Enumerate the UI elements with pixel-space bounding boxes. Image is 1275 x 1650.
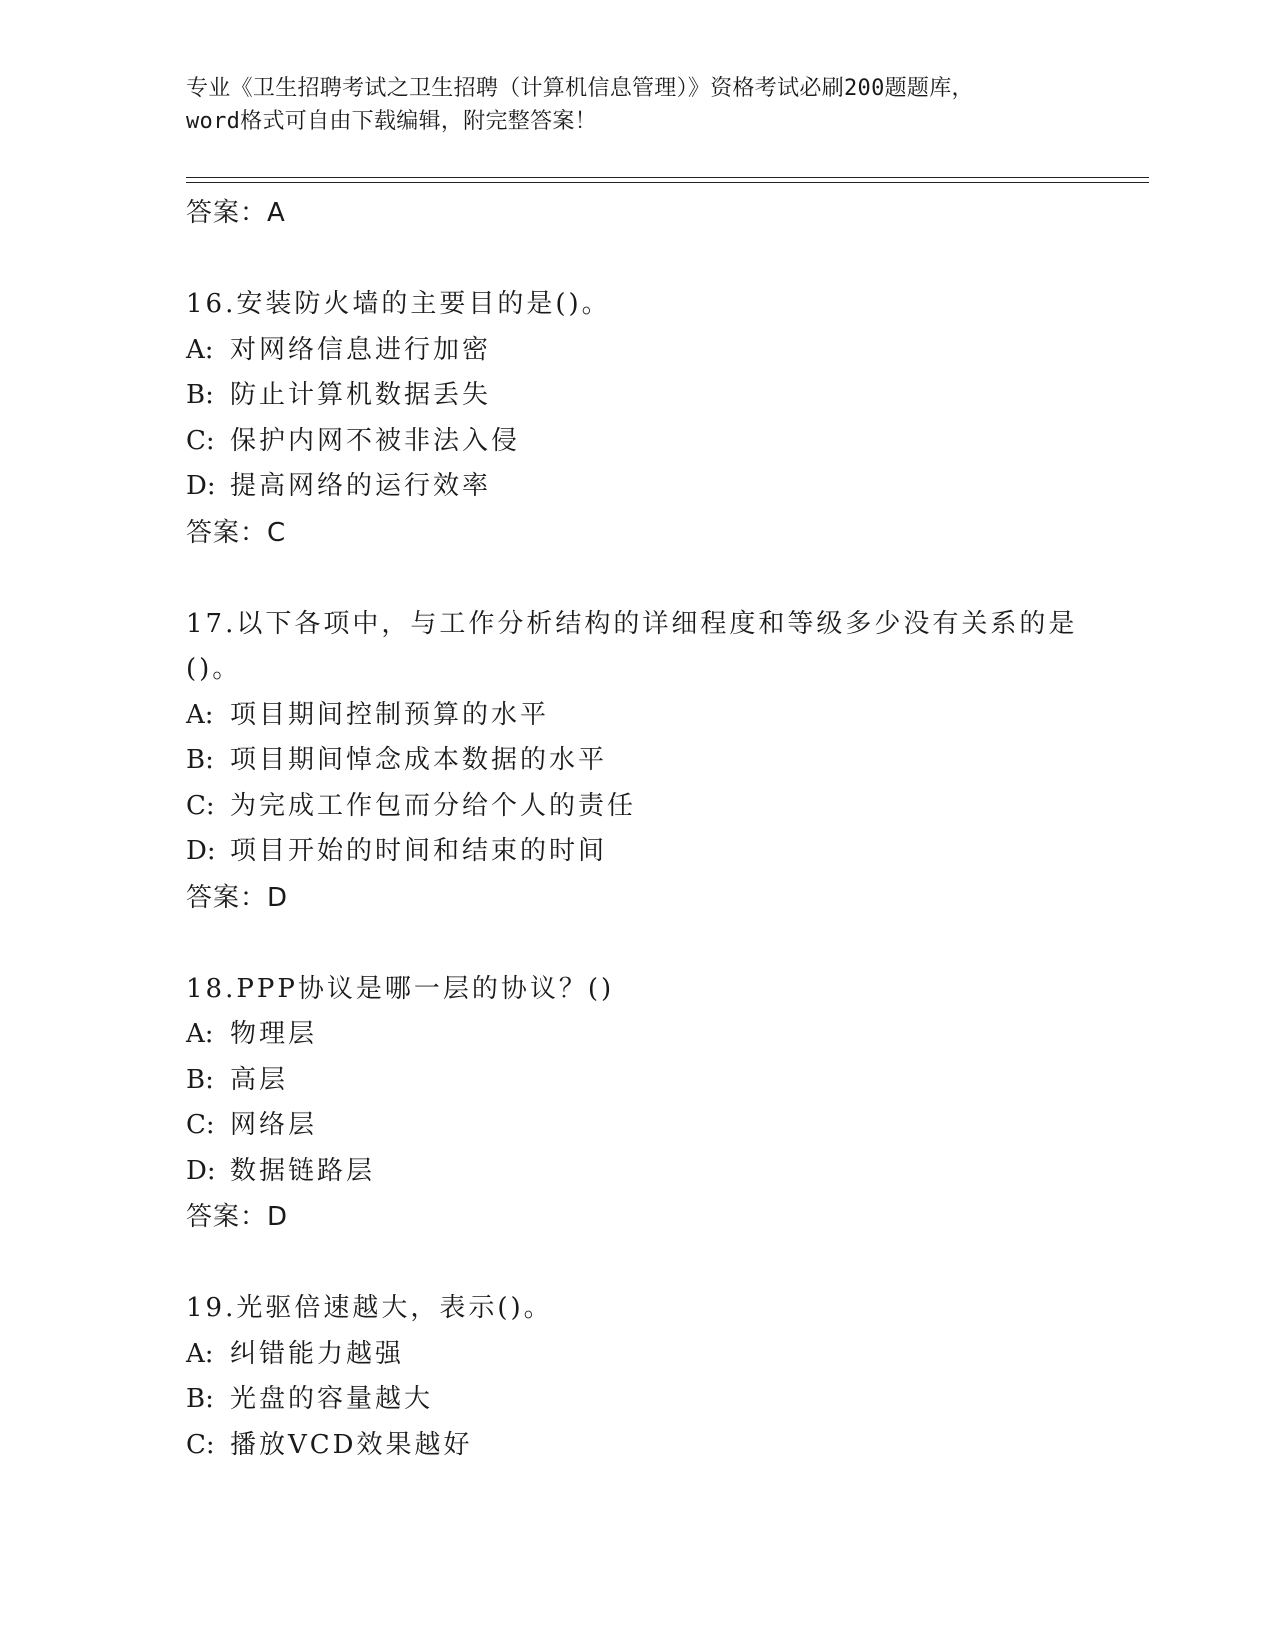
- header-divider-bottom: [186, 182, 1149, 183]
- answer-line: 答案：A: [186, 198, 286, 228]
- question-stem: 18.PPP协议是哪一层的协议？(): [186, 973, 615, 1004]
- option-key: B:: [186, 1384, 214, 1414]
- question-17: [186, 602, 1086, 921]
- option-text: 物理层: [230, 1019, 318, 1049]
- question-16: [186, 282, 1086, 556]
- option-key: A:: [186, 1019, 214, 1049]
- option-text: 项目开始的时间和结束的时间: [230, 836, 608, 866]
- question-stem: 19.光驱倍速越大，表示()。: [186, 1293, 553, 1323]
- option-c: [186, 1423, 1086, 1469]
- option-text: 项目期间悼念成本数据的水平: [230, 745, 608, 775]
- option-text: 网络层: [230, 1110, 318, 1140]
- option-b: [186, 1058, 1086, 1104]
- question-18: [186, 967, 1086, 1241]
- header-divider-top: [186, 177, 1149, 178]
- option-key: C:: [186, 790, 215, 821]
- option-a: [186, 328, 1086, 374]
- option-c: [186, 1103, 1086, 1149]
- option-b: [186, 373, 1086, 419]
- option-d: [186, 829, 1086, 875]
- option-d: [186, 1149, 1086, 1195]
- option-key: C:: [186, 425, 215, 456]
- question-stem: 16.安装防火墙的主要目的是()。: [186, 289, 611, 319]
- option-key: A:: [186, 1338, 214, 1369]
- option-key: A:: [186, 699, 214, 730]
- option-text: 对网络信息进行加密: [230, 334, 492, 365]
- option-b: [186, 1377, 1086, 1423]
- option-text: 为完成工作包而分给个人的责任: [230, 790, 637, 821]
- option-a: [186, 693, 1086, 739]
- question-19: [186, 1286, 1086, 1468]
- option-b: [186, 738, 1086, 784]
- header-line-2: word格式可自由下载编辑，附完整答案！: [186, 109, 597, 134]
- question-stem: 17.以下各项中，与工作分析结构的详细程度和等级多少没有关系的是: [186, 608, 1078, 639]
- option-key: D:: [186, 1155, 216, 1186]
- document-header: [186, 72, 1086, 138]
- option-text: 提高网络的运行效率: [230, 471, 492, 501]
- option-key: B:: [186, 745, 214, 775]
- question-list: [186, 190, 1086, 1468]
- option-text: 数据链路层: [230, 1155, 376, 1186]
- answer-line: 答案：D: [186, 882, 289, 913]
- option-d: [186, 464, 1086, 510]
- option-c: [186, 784, 1086, 830]
- option-text: 纠错能力越强: [230, 1338, 405, 1369]
- option-text: 防止计算机数据丢失: [230, 380, 492, 410]
- option-key: C:: [186, 1110, 215, 1140]
- option-text: 光盘的容量越大: [230, 1384, 434, 1414]
- option-key: B:: [186, 1064, 214, 1095]
- option-key: D:: [186, 471, 216, 501]
- option-text: 保护内网不被非法入侵: [230, 425, 521, 456]
- option-key: D:: [186, 836, 216, 866]
- option-text: 播放VCD效果越好: [230, 1429, 473, 1460]
- option-key: C:: [186, 1429, 215, 1460]
- option-a: [186, 1332, 1086, 1378]
- answer-line: 答案：C: [186, 517, 287, 548]
- option-c: [186, 419, 1086, 465]
- option-a: [186, 1012, 1086, 1058]
- option-key: B:: [186, 380, 214, 410]
- header-line-1: 专业《卫生招聘考试之卫生招聘（计算机信息管理）》资格考试必刷200题题库，: [186, 76, 974, 101]
- option-key: A:: [186, 334, 214, 365]
- answer-line: 答案：D: [186, 1202, 289, 1232]
- option-text: 高层: [230, 1064, 289, 1095]
- question-stem-continuation: ()。: [186, 654, 242, 684]
- option-text: 项目期间控制预算的水平: [230, 699, 550, 730]
